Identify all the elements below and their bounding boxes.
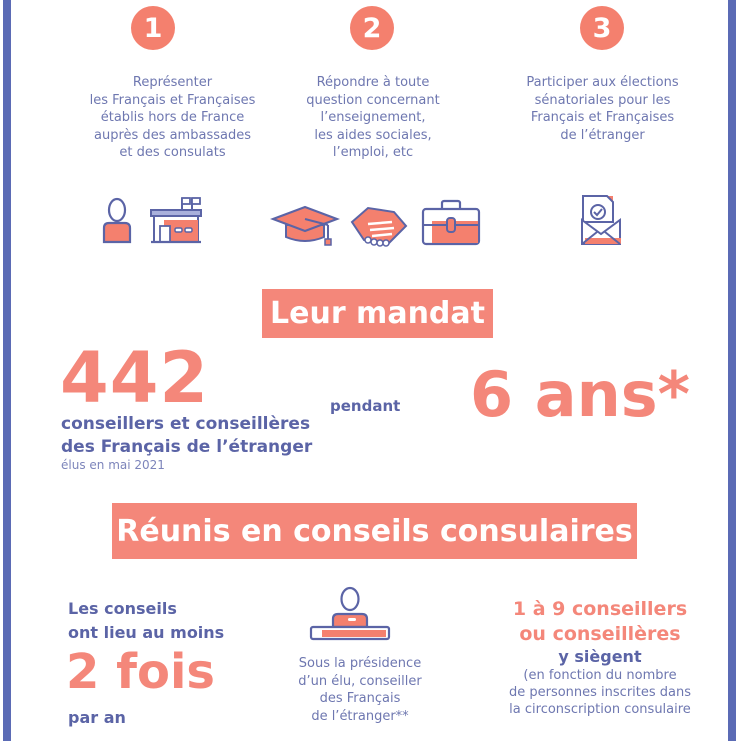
conseils-banner: Réunis en conseils consulaires: [112, 503, 637, 559]
mandate-duration: 6 ans*: [470, 358, 691, 431]
mission-3-text: Participer aux élections sénatoriales pour les Français et Françaises de l’étranger: [526, 75, 679, 143]
mission-3-number: 3: [580, 6, 624, 50]
members-block: 1 à 9 conseillers ou conseillères y siègent (en fonction du nombre de personnes inscrites dans la circonscription consulaire: [508, 598, 692, 717]
councillor-count: 442: [60, 337, 210, 419]
frequency-suffix: par an: [68, 708, 126, 727]
mission-1-text: Représenter les Français et Françaises établis hors de France auprès des ambassades et des consulats: [89, 75, 256, 160]
frequency-value: 2 fois: [66, 644, 215, 700]
frequency-text: Les conseils ont lieu au moins: [68, 599, 225, 642]
consulate-building-icon: [148, 194, 204, 246]
councillor-label: conseillers et conseillères des Français de l’étranger: [61, 414, 313, 457]
president-at-desk-icon: [308, 583, 392, 643]
handshake-icon: [348, 202, 408, 248]
during-label: pendant: [330, 397, 401, 415]
graduation-cap-icon: [270, 203, 340, 247]
mission-2-text: Répondre à toute question concernant l’enseignement, les aides sociales, l’emploi, etc: [306, 75, 440, 160]
mission-2-number: 2: [350, 6, 394, 50]
person-icon: [100, 196, 134, 246]
briefcase-icon: [420, 199, 482, 247]
envelope-check-icon: [577, 192, 625, 248]
mission-1-number: 1: [131, 6, 175, 50]
mandat-banner: Leur mandat: [262, 289, 493, 338]
presidence-text: Sous la présidence d’un élu, conseiller des Français de l’étranger**: [298, 656, 422, 724]
elected-date: élus en mai 2021: [61, 458, 165, 472]
